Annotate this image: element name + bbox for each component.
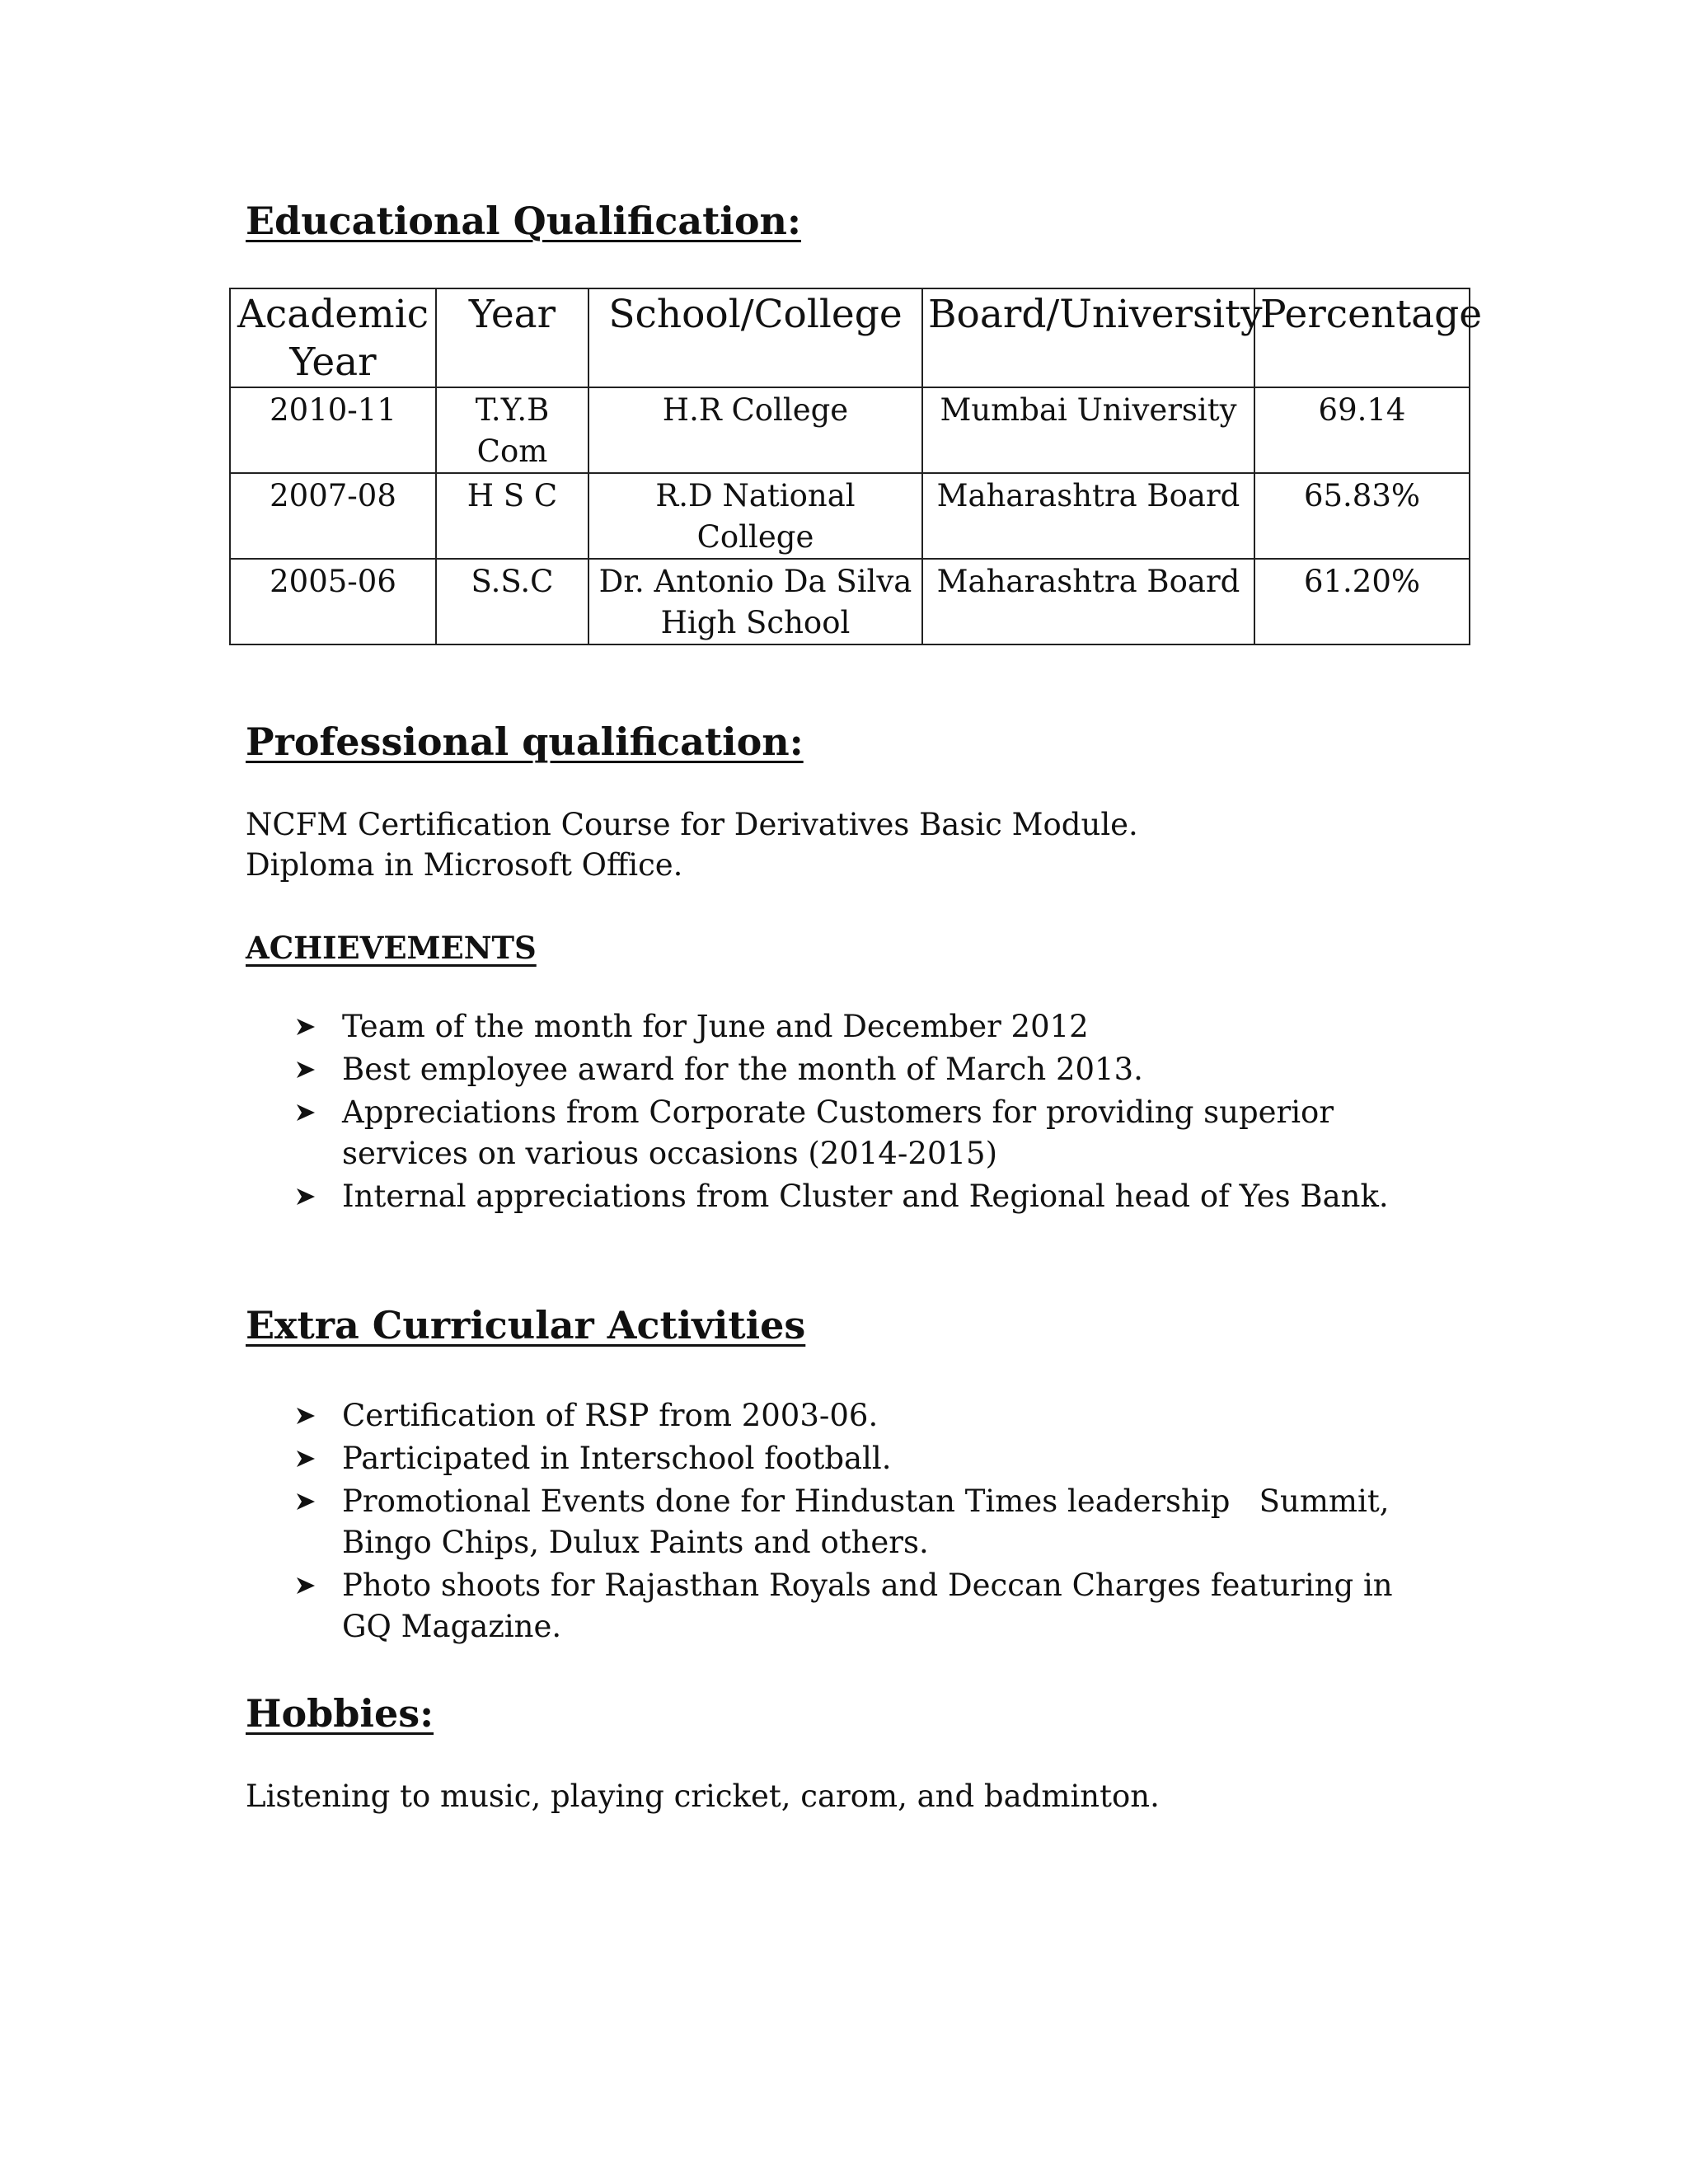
column-header: Board/University bbox=[922, 288, 1254, 387]
table-cell: Dr. Antonio Da Silva High School bbox=[588, 559, 922, 644]
table-cell: Maharashtra Board bbox=[922, 559, 1254, 644]
table-cell: Maharashtra Board bbox=[922, 473, 1254, 559]
arrowhead-bullet-icon bbox=[295, 1103, 316, 1122]
column-header: Academic Year bbox=[230, 288, 436, 387]
column-header: Percentage bbox=[1254, 288, 1470, 387]
achievements-list bbox=[295, 1006, 1449, 1219]
arrowhead-bullet-icon bbox=[295, 1576, 316, 1596]
education-table bbox=[229, 288, 1483, 645]
arrowhead-bullet-icon bbox=[295, 1060, 316, 1080]
extra-curricular-list bbox=[295, 1395, 1449, 1649]
arrowhead-bullet-icon bbox=[295, 1449, 316, 1469]
hobbies-text: Listening to music, playing cricket, carom, and badminton. bbox=[246, 1779, 1160, 1814]
table-cell: 61.20% bbox=[1254, 559, 1470, 644]
list-item: Appreciations from Corporate Customers for providing superior services on various occasions (2014-2015) bbox=[295, 1092, 1449, 1174]
arrowhead-bullet-icon bbox=[295, 1406, 316, 1426]
arrowhead-bullet-icon bbox=[295, 1187, 316, 1207]
column-header: Year bbox=[436, 288, 588, 387]
list-item: Best employee award for the month of March 2013. bbox=[295, 1049, 1449, 1090]
professional-line: NCFM Certification Course for Derivatives Basic Module. bbox=[246, 807, 1138, 842]
table-row bbox=[230, 473, 1470, 559]
list-item: Internal appreciations from Cluster and Regional head of Yes Bank. bbox=[295, 1176, 1449, 1217]
table-cell: 65.83% bbox=[1254, 473, 1470, 559]
table-row bbox=[230, 387, 1470, 473]
arrowhead-bullet-icon bbox=[295, 1017, 316, 1037]
list-item: Photo shoots for Rajasthan Royals and Deccan Charges featuring in GQ Magazine. bbox=[295, 1565, 1449, 1647]
extra-curricular-heading: Extra Curricular Activities bbox=[246, 1303, 806, 1347]
list-item: Promotional Events done for Hindustan Times leadership Summit, Bingo Chips, Dulux Paints and others. bbox=[295, 1481, 1449, 1563]
table-row bbox=[230, 559, 1470, 644]
table-header-row bbox=[230, 288, 1470, 387]
education-heading: Educational Qualification: bbox=[246, 199, 801, 243]
table-cell: 2005-06 bbox=[230, 559, 436, 644]
table-cell: R.D National College bbox=[588, 473, 922, 559]
list-item: Certification of RSP from 2003-06. bbox=[295, 1395, 1449, 1436]
table-cell: Mumbai University bbox=[922, 387, 1254, 473]
professional-line: Diploma in Microsoft Office. bbox=[246, 847, 683, 883]
table-cell: H S C bbox=[436, 473, 588, 559]
hobbies-heading: Hobbies: bbox=[246, 1691, 434, 1736]
table-cell: 69.14 bbox=[1254, 387, 1470, 473]
column-header: School/College bbox=[588, 288, 922, 387]
table-cell: S.S.C bbox=[436, 559, 588, 644]
arrowhead-bullet-icon bbox=[295, 1492, 316, 1511]
professional-heading: Professional qualification: bbox=[246, 719, 804, 764]
table-cell: T.Y.B Com bbox=[436, 387, 588, 473]
list-item: Participated in Interschool football. bbox=[295, 1438, 1449, 1479]
achievements-heading: ACHIEVEMENTS bbox=[246, 930, 537, 966]
table-cell: 2007-08 bbox=[230, 473, 436, 559]
table-cell: 2010-11 bbox=[230, 387, 436, 473]
list-item: Team of the month for June and December 2012 bbox=[295, 1006, 1449, 1047]
table-cell: H.R College bbox=[588, 387, 922, 473]
